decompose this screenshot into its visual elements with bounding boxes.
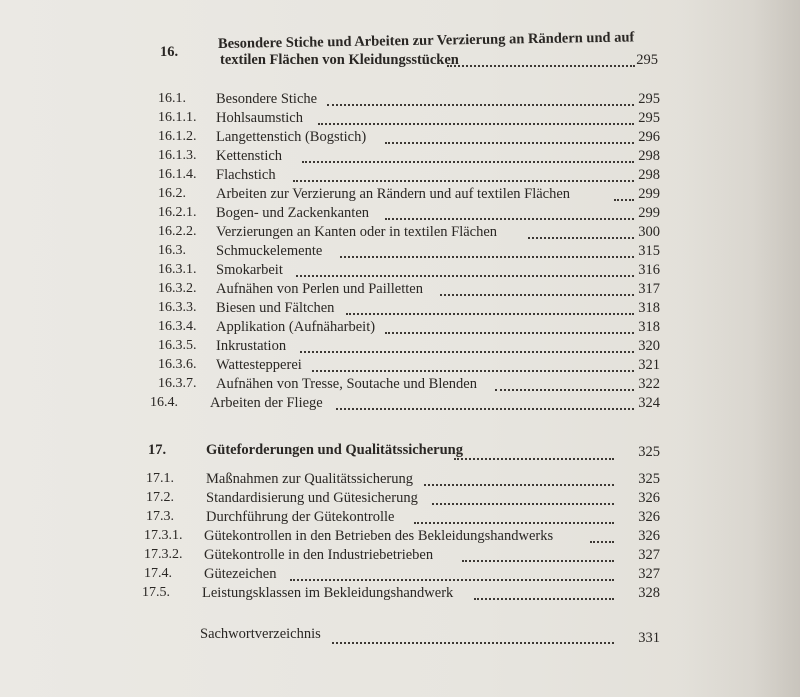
- leader-dots: [462, 558, 614, 562]
- entry-number: 16.1.2.: [158, 129, 197, 144]
- page-number: 296: [638, 129, 660, 145]
- entry-number: 17.3.2.: [144, 547, 183, 562]
- page-number: 298: [638, 148, 660, 164]
- page-number: 322: [638, 376, 660, 392]
- entry-number: 17.5.: [142, 585, 170, 600]
- entry-title: Bogen- und Zackenkanten: [216, 205, 370, 221]
- entry-number: 16.1.: [158, 91, 186, 106]
- entry-number: 16.3.6.: [158, 357, 197, 372]
- chapter-number: 16.: [160, 44, 179, 60]
- entry-number: 16.4.: [150, 395, 178, 410]
- entry-number: 16.1.3.: [158, 148, 197, 163]
- page-number: 295: [636, 52, 658, 68]
- leader-dots: [590, 539, 614, 543]
- page-number: 295: [638, 110, 660, 126]
- page-number: 318: [638, 300, 660, 316]
- entry-title: Gütekontrolle in den Industriebetrieben: [204, 547, 434, 563]
- page-number: 315: [638, 243, 660, 259]
- entry-number: 16.3.3.: [158, 300, 197, 315]
- entry-number: 16.3.4.: [158, 319, 197, 334]
- entry-number: 16.1.1.: [158, 110, 197, 125]
- leader-dots: [385, 330, 634, 334]
- entry-title: Biesen und Fältchen: [216, 300, 335, 316]
- entry-title: Kettenstich: [216, 148, 283, 164]
- page-number: 324: [638, 395, 660, 411]
- page-number: 317: [638, 281, 660, 297]
- leader-dots: [302, 159, 634, 163]
- entry-number: 16.3.2.: [158, 281, 197, 296]
- index-title: Sachwortverzeichnis: [200, 626, 321, 642]
- leader-dots: [385, 140, 634, 144]
- entry-number: 17.4.: [144, 566, 172, 581]
- entry-title: Smokarbeit: [216, 262, 283, 278]
- page-number: 298: [638, 167, 660, 183]
- entry-number: 16.3.1.: [158, 262, 197, 277]
- leader-dots: [528, 235, 634, 239]
- leader-dots: [290, 577, 614, 581]
- page-number: 327: [638, 566, 660, 582]
- entry-number: 16.1.4.: [158, 167, 197, 182]
- leader-dots: [495, 387, 634, 391]
- chapter-title-line1: Besondere Stiche und Arbeiten zur Verzierung an Rändern und auf: [217, 29, 635, 52]
- page-number: 331: [638, 630, 660, 646]
- entry-number: 16.2.: [158, 186, 186, 201]
- chapter-number: 17.: [148, 442, 167, 458]
- leader-dots: [414, 520, 614, 524]
- page-number: 318: [638, 319, 660, 335]
- entry-title: Arbeiten der Fliege: [210, 395, 323, 411]
- entry-number: 17.3.: [146, 509, 174, 524]
- leader-dots: [454, 456, 614, 460]
- leader-dots: [293, 178, 634, 182]
- page-number: 299: [638, 205, 660, 221]
- entry-number: 17.1.: [146, 471, 174, 486]
- entry-title: Maßnahmen zur Qualitätssicherung: [206, 471, 413, 487]
- chapter-title: Güteforderungen und Qualitätssicherung: [206, 442, 463, 458]
- leader-dots: [312, 368, 634, 372]
- leader-dots: [385, 216, 634, 220]
- entry-title: Besondere Stiche: [216, 91, 318, 107]
- entry-title: Aufnähen von Perlen und Pailletten: [216, 281, 423, 297]
- page-number: 326: [638, 490, 660, 506]
- page-number: 325: [638, 444, 660, 460]
- leader-dots: [346, 311, 634, 315]
- entry-number: 17.3.1.: [144, 528, 183, 543]
- entry-number: 16.3.7.: [158, 376, 197, 391]
- leader-dots: [474, 596, 614, 600]
- leader-dots: [424, 482, 614, 486]
- page-number: 320: [638, 338, 660, 354]
- leader-dots: [336, 406, 634, 410]
- entry-number: 16.3.5.: [158, 338, 197, 353]
- leader-dots: [300, 349, 634, 353]
- leader-dots: [318, 121, 634, 125]
- entry-title: Hohlsaumstich: [216, 110, 303, 126]
- leader-dots: [440, 292, 634, 296]
- page-number: 295: [638, 91, 660, 107]
- entry-title: Flachstich: [216, 167, 276, 183]
- chapter-title-line2: textilen Flächen von Kleidungsstücken: [220, 52, 459, 68]
- entry-title: Applikation (Aufnäharbeit): [216, 319, 376, 335]
- page-number: 300: [638, 224, 660, 240]
- page-number: 326: [638, 528, 660, 544]
- leader-dots: [340, 254, 634, 258]
- entry-title: Schmuckelemente: [216, 243, 323, 259]
- entry-title: Gütekontrollen in den Betrieben des Bekleidungshandwerks: [204, 528, 554, 544]
- page-number: 326: [638, 509, 660, 525]
- entry-number: 16.3.: [158, 243, 186, 258]
- entry-number: 16.2.1.: [158, 205, 197, 220]
- page-number: 316: [638, 262, 660, 278]
- entry-title: Verzierungen an Kanten oder in textilen Flächen: [216, 224, 498, 240]
- entry-title: Leistungsklassen im Bekleidungshandwerk: [202, 585, 454, 601]
- entry-title: Durchführung der Gütekontrolle: [206, 509, 395, 525]
- page-number: 325: [638, 471, 660, 487]
- entry-title: Aufnähen von Tresse, Soutache und Blenden: [216, 376, 477, 392]
- leader-dots: [447, 63, 635, 67]
- entry-title: Inkrustation: [216, 338, 287, 354]
- entry-number: 16.2.2.: [158, 224, 197, 239]
- page-number: 327: [638, 547, 660, 563]
- entry-title: Standardisierung und Gütesicherung: [206, 490, 418, 506]
- page-number: 299: [638, 186, 660, 202]
- page-number: 321: [638, 357, 660, 373]
- leader-dots: [432, 501, 614, 505]
- entry-title: Gütezeichen: [204, 566, 277, 582]
- entry-title: Langettenstich (Bogstich): [216, 129, 367, 145]
- leader-dots: [332, 640, 614, 644]
- leader-dots: [327, 102, 634, 106]
- page-number: 328: [638, 585, 660, 601]
- entry-title: Arbeiten zur Verzierung an Rändern und auf textilen Flächen: [216, 186, 571, 202]
- leader-dots: [296, 273, 634, 277]
- entry-number: 17.2.: [146, 490, 174, 505]
- entry-title: Wattestepperei: [216, 357, 302, 373]
